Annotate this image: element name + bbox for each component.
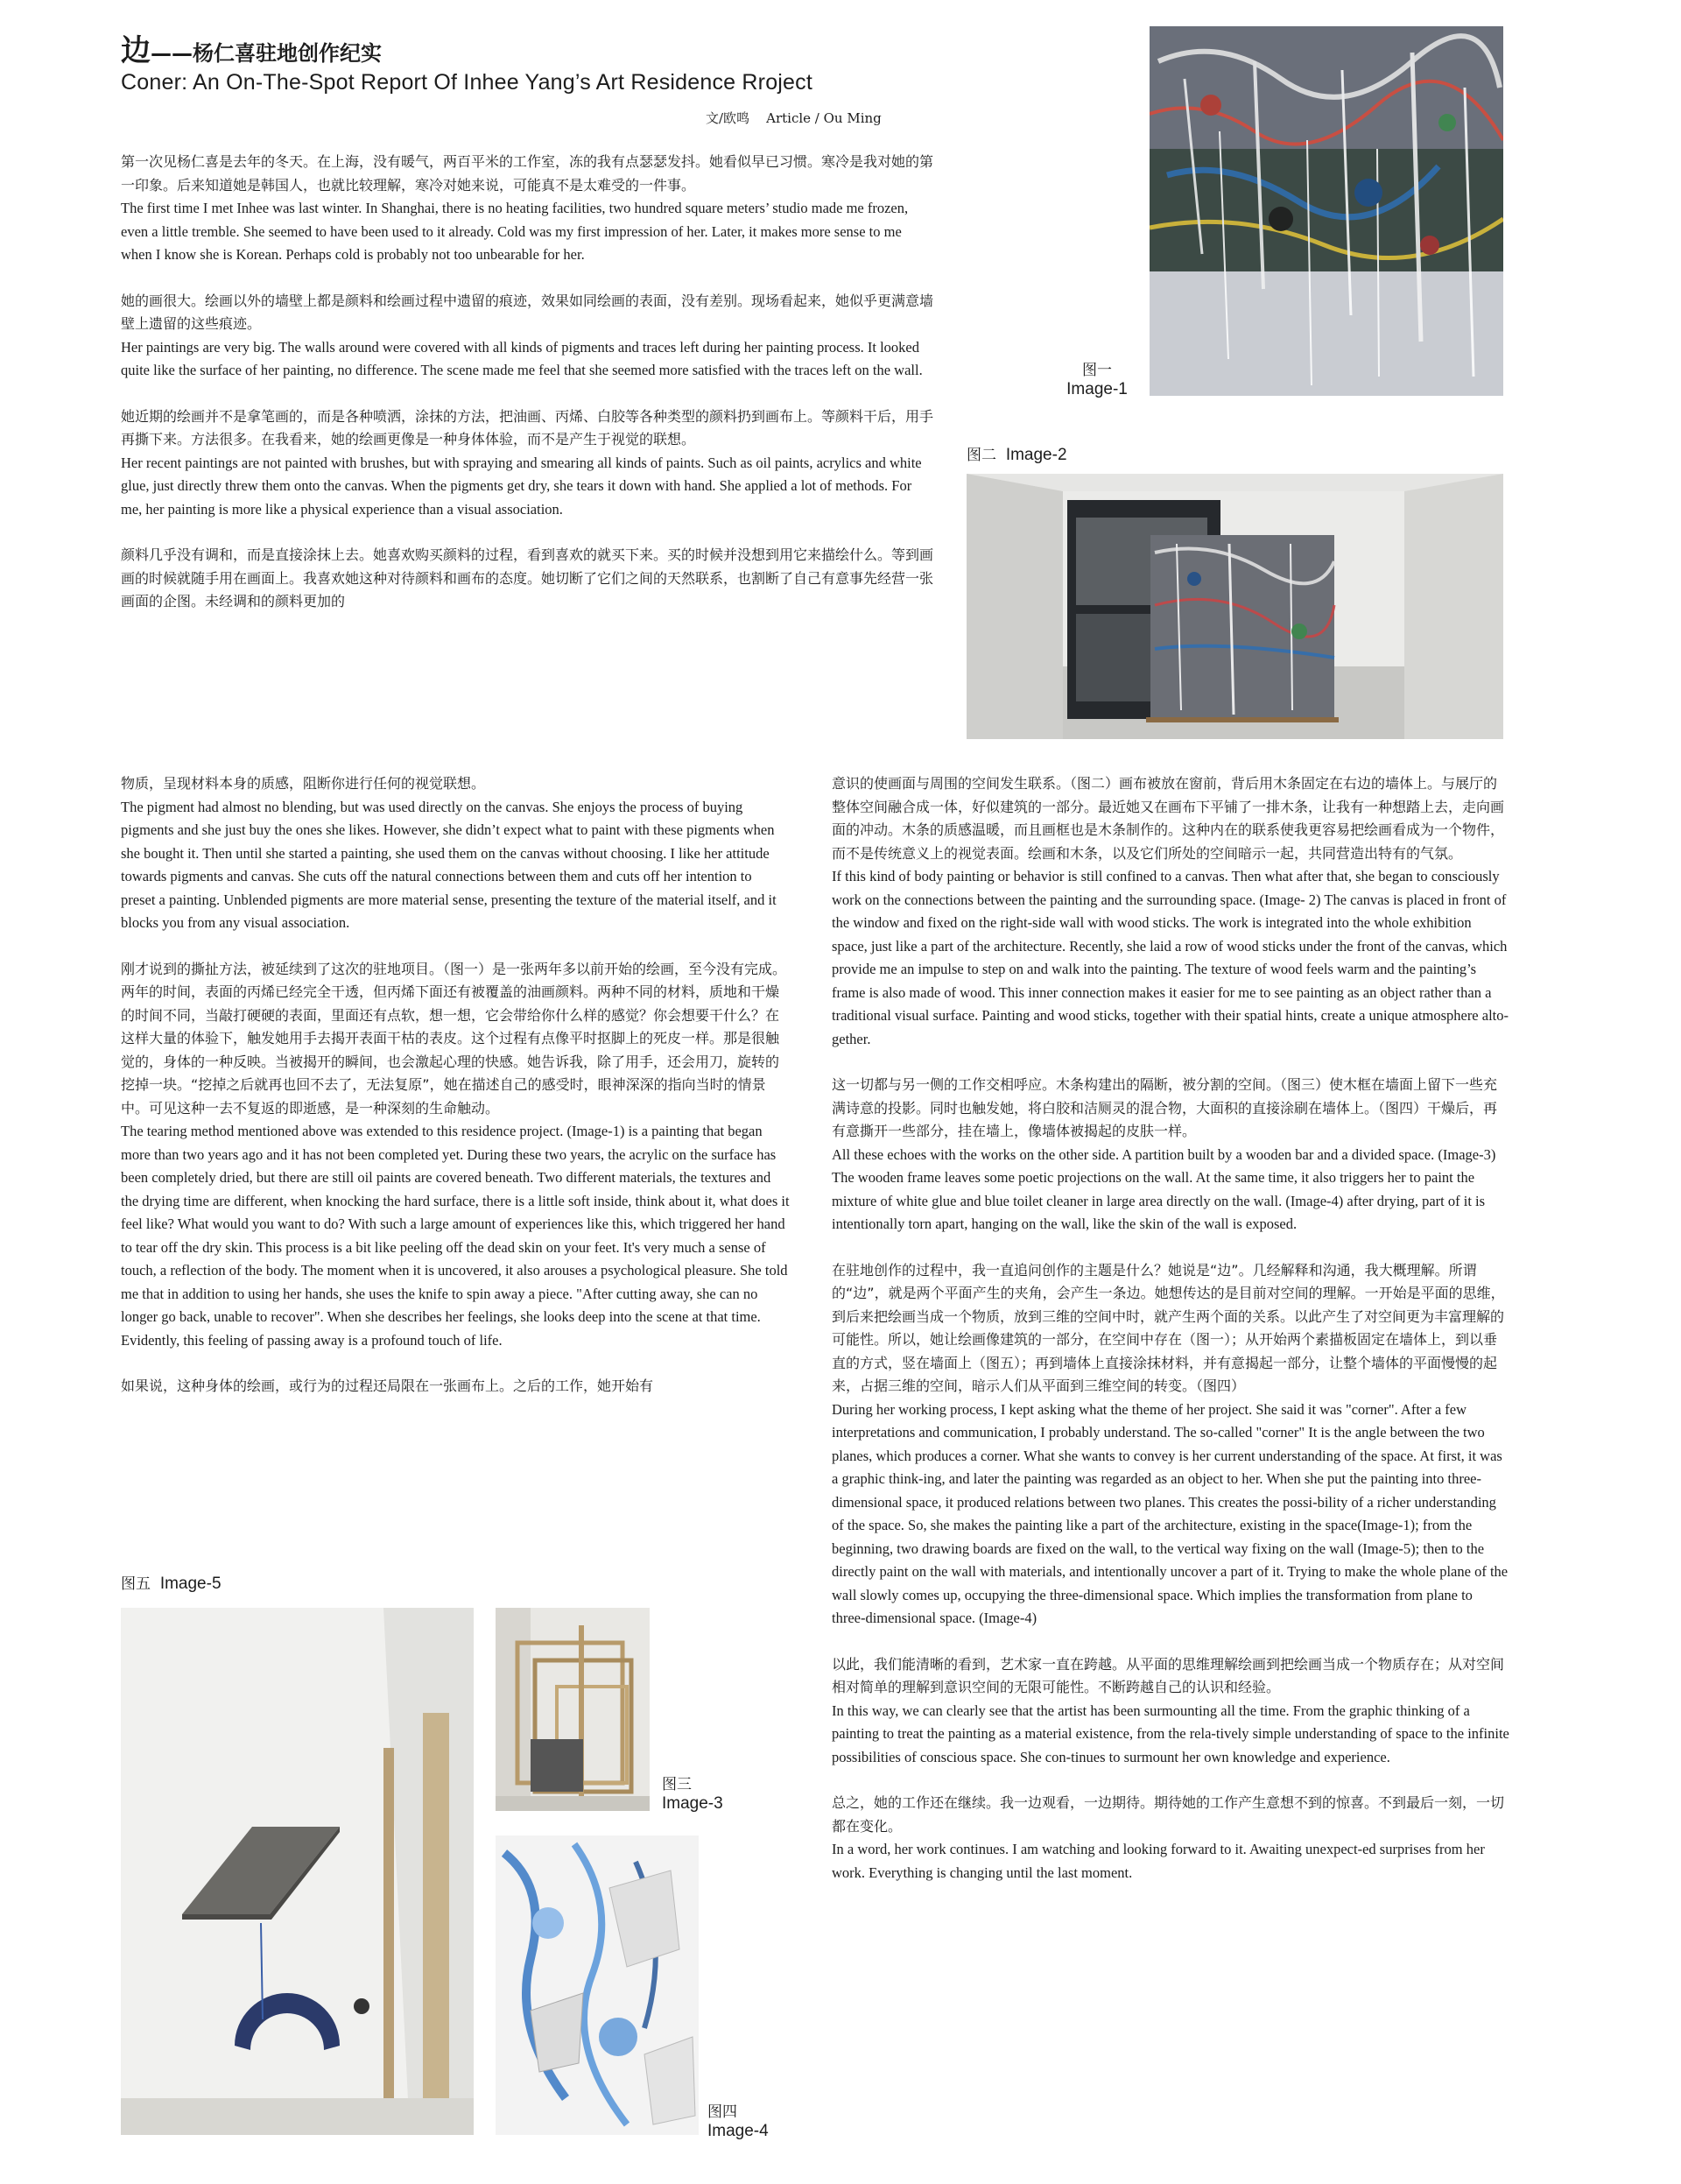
caption-en: Image-5: [159, 1575, 222, 1593]
paragraph-en: The pigment had almost no blending, but was used directly on the canvas. She enjoys the process of buying pigments and she just buy the ones she likes. However, she didn’t expect what to paint with these pigments when she bought it. Then until she started a painting, she used them on the canvas without choosing. I like her attitude towards pigments and canvas. She cuts off the natural connections between them and cuts off her intention to preset a painting. Unblended pigments are more material sense, presenting the texture of the material itself, and it blocks you from any visual association.: [121, 798, 777, 931]
title-cn-first-char: 边: [121, 33, 151, 68]
right-text-column: [832, 772, 1509, 1907]
caption-image-5: [121, 1575, 222, 1594]
paragraph: [121, 1375, 790, 1398]
image-4-torn-wall: [496, 1835, 699, 2135]
caption-cn: 图二: [967, 447, 996, 464]
abstract-painting-image: [1150, 26, 1503, 396]
paragraph: [121, 151, 935, 267]
paragraph-cn: 她近期的绘画并不是拿笔画的，而是各种喷洒，涂抹的方法，把油画、丙烯、白胶等各种类型的颜料扔到画布上。等颜料干后，用手再撕下来。方法很多。在我看来，她的绘画更像是一种身体体验，而不是产生于视觉的联想。: [121, 407, 934, 447]
wall-installation-image: [121, 1608, 474, 2135]
caption-image-4: [707, 2103, 769, 2140]
paragraph: [832, 1259, 1509, 1631]
paragraph-cn: 物质，呈现材料本身的质感，阻断你进行任何的视觉联想。: [121, 775, 486, 792]
paragraph-en: All these echoes with the works on the other side. A partition built by a wooden bar and a divided space. (Image-3) The wooden frame leaves some poetic projections on the wall. At the same time, it also triggers her to paint the mixture of white glue and blue toilet cleaner in large area directly on the wall. (Image-4) after drying, part of it is intentionally torn apart, hanging on the wall, like the skin of the wall is exposed.: [832, 1145, 1496, 1232]
caption-en: Image-2: [1005, 446, 1067, 464]
paragraph: [121, 544, 935, 614]
paragraph-cn: 意识的使画面与周围的空间发生联系。（图二）画布被放在窗前，背后用木条固定在右边的墙体上。与展厅的整体空间融合成一体，好似建筑的一部分。最近她又在画布下平铺了一排木条，让我有一种想踏上去，走向画面的冲动。木条的质感温暖，而且画框也是木条制作的。这种内在的联系使我更容易把绘画看成为一个物件，而不是传统意义上的视觉表面。绘画和木条，以及它们所处的空间暗示一起，共同营造出特有的气氛。: [832, 775, 1505, 862]
byline-cn: 文/欧鸣: [706, 110, 750, 126]
paragraph-en: Her recent paintings are not painted with brushes, but with spraying and smearing all kinds of paints. Such as oil paints, acrylics and white glue, just directly threw them onto the canvas. When the pigments get dry, she tears it down with hand. She applied a lot of methods. For me, her painting is more like a physical experience than a visual association.: [121, 454, 922, 518]
gallery-photo-image: [967, 474, 1503, 739]
paragraph-en: Her paintings are very big. The walls around were covered with all kinds of pigments and traces left during her painting process. It looked quite like the surface of her painting, no difference. The scene made me feel that she seemed more satisfied with the traces left on the wall.: [121, 338, 923, 378]
image-1-painting: [1150, 26, 1503, 396]
image-2-gallery: [967, 474, 1503, 739]
caption-image-1: [1062, 362, 1132, 398]
caption-cn: 图一: [1082, 362, 1112, 379]
byline-en: Article / Ou Ming: [766, 110, 882, 126]
paragraph-cn: 在驻地创作的过程中，我一直追问创作的主题是什么？她说是“边”。几经解释和沟通，我大概理解。所谓的“边”，就是两个平面产生的夹角，会产生一条边。她想传达的是目前对空间的理解。一开始是平面的思维，到后来把绘画当成一个物质，放到三维的空间中时，就产生两个面的关系。以此产生了对空间更为丰富理解的可能性。所以，她让绘画像建筑的一部分，在空间中存在（图一）；从开始两个素描板固定在墙体上，到以垂直的方式，竖在墙面上（图五）；再到墙体上直接涂抹材料，并有意揭起一部分，让整个墙体的平面慢慢的起来，占据三维的空间，暗示人们从平面到三维空间的转变。（图四）: [832, 1261, 1505, 1394]
paragraph-cn: 刚才说到的撕扯方法，被延续到了这次的驻地项目。（图一）是一张两年多以前开始的绘画，至今没有完成。两年的时间，表面的丙烯已经完全干透，但丙烯下面还有被覆盖的油画颜料。两种不同的材料，质地和干燥的时间不同，当敲打硬硬的表面，里面还有点软，想一想，它会带给你什么样的感觉？你会想要干什么？在这样大量的体验下，触发她用手去揭开表面干枯的表皮。这个过程有点像平时抠脚上的死皮一样。那是很触觉的，身体的一种反映。当被揭开的瞬间，也会激起心理的快感。她告诉我，除了用手，还会用刀，旋转的挖掉一块。“挖掉之后就再也回不去了，无法复原”，她在描述自己的感受时，眼神深深的指向当时的情景中。可见这种一去不复返的即逝感，是一种深刻的生命触动。: [121, 960, 787, 1117]
paragraph-cn: 她的画很大。绘画以外的墙壁上都是颜料和绘画过程中遗留的痕迹，效果如同绘画的表面，没有差别。现场看起来，她似乎更满意墙壁上遗留的这些痕迹。: [121, 292, 934, 332]
caption-cn: 图三: [662, 1776, 692, 1793]
paragraph: [832, 772, 1509, 1051]
paragraph-en: During her working process, I kept asking what the theme of her project. She said it was "corner". After a few interpretations and communication, I probably understand. The so-called "corner" It is the angle between the two planes, which produces a corner. What she wants to convey is her current understanding of the space. At first, it was a graphic think-ing, and later the painting was regarded as an object to her. When she put the painting into three-dimensional space, it produced relations between two planes. This creates the possi-bility of a richer understanding of the space. So, she makes the painting like a part of the architecture, existing in the space(Image-1); from the beginning, two drawing boards are fixed on the wall, to the vertical way fixing on the wall (Image-5); then to the directly paint on the wall with materials, and intentionally uncover a part of it. Trying to make the whole plane of the wall slowly comes up, occupying the three-dimensional space. Which implies the transformation from plane to three-dimensional space. (Image-4): [832, 1400, 1509, 1626]
top-text-column: [121, 151, 935, 637]
paragraph: [121, 772, 790, 935]
paragraph-cn: 如果说，这种身体的绘画，或行为的过程还局限在一张画布上。之后的工作，她开始有: [121, 1377, 654, 1394]
paragraph-cn: 第一次见杨仁喜是去年的冬天。在上海，没有暖气，两百平米的工作室，冻的我有点瑟瑟发抖。她看似早已习惯。寒冷是我对她的第一印象。后来知道她是韩国人，也就比较理解，寒冷对她来说，可能真不是太难受的一件事。: [121, 153, 934, 194]
caption-en: Image-3: [662, 1794, 723, 1813]
paragraph: [121, 958, 790, 1353]
caption-image-3: [662, 1776, 723, 1813]
paragraph-en: If this kind of body painting or behavior is still confined to a canvas. Then what after that, she began to consciously work on the connections between the painting and the surrounding space. (Image- 2) The canvas is placed in front of the window and fixed on the right-side wall with wood sticks. The work is integrated into the whole exhibition space, just like a part of the architecture. Recently, she laid a row of wood sticks under the front of the canvas, which provide me an impulse to step on and walk into the painting. The texture of wood feels warm and the painting’s frame is also made of wood. This inner connection makes it easier for me to see painting as an object rather than a traditional visual surface. Painting and wood sticks, together with their spatial hints, create a unique atmosphere alto-gether.: [832, 868, 1509, 1047]
torn-wall-image: [496, 1835, 699, 2135]
caption-cn: 图五: [121, 1575, 151, 1593]
paragraph: [832, 1653, 1509, 1770]
paragraph-en: The first time I met Inhee was last winter. In Shanghai, there is no heating facilities, two hundred square meters’ studio made me frozen, even a little tremble. She seemed to have been used to it already. Cold was my first impression of her. Later, it makes more sense to me when I know she is Korean. Perhaps cold is probably not too unbearable for her.: [121, 200, 909, 263]
paragraph-cn: 总之，她的工作还在继续。我一边观看，一边期待。期待她的工作产生意想不到的惊喜。不到最后一刻，一切都在变化。: [832, 1794, 1505, 1835]
paragraph: [121, 290, 935, 383]
byline: [706, 109, 882, 127]
paragraph-en: The tearing method mentioned above was extended to this residence project. (Image-1) is a painting that began more than two years ago and it has not been completed yet. During these two years, the acrylic on the surface has been completely dried, but there are still oil paints are covered beneath. Two different materials, the textures and the drying time are different, when knocking the hard surface, there is a little soft inside, think about it, what does it feel like? What would you want to do? With such a large amount of experiences like this, which triggered her hand to tear off the dry skin. This process is a bit like peeling off the dead skin on your feet. It's very much a sense of touch, a reflection of the body. The moment when it is uncovered, it also arouses a psychological pleasure. She told me that in addition to using her hands, she uses the knife to spin away a piece. "After cutting away, she can no longer go back, unable to recover". When she describes her feelings, she looks deep into the scene at that time. Evidently, this feeling of passing away is a profound touch of life.: [121, 1123, 790, 1349]
paragraph-en: In this way, we can clearly see that the artist has been surmounting all the time. From the graphic thinking of a painting to treat the painting as a material existence, from the rela-tively simple understanding of space to the infinite possibilities of conscious space. She con-tinues to surmount her own knowledge and experience.: [832, 1701, 1509, 1765]
title-cn-rest: ——杨仁喜驻地创作纪实: [151, 41, 382, 66]
caption-cn: 图四: [707, 2103, 737, 2121]
wooden-frames-image: [496, 1608, 650, 1811]
paragraph-cn: 颜料几乎没有调和，而是直接涂抹上去。她喜欢购买颜料的过程，看到喜欢的就买下来。买的时候并没想到用它来描绘什么。等到画画的时候就随手用在画面上。我喜欢她这种对待颜料和画布的态度。她切断了它们之间的天然联系，也割断了自己有意事先经营一张画面的企图。未经调和的颜料更加的: [121, 546, 934, 609]
image-5-wall-boards: [121, 1608, 474, 2135]
caption-en: Image-1: [1066, 380, 1128, 398]
caption-en: Image-4: [707, 2122, 769, 2140]
paragraph-cn: 这一切都与另一侧的工作交相呼应。木条构建出的隔断，被分割的空间。（图三）使木框在墙面上留下一些充满诗意的投影。同时也触发她，将白胶和洁厕灵的混合物，大面积的直接涂刷在墙体上。（图四）干燥后，再有意撕开一些部分，挂在墙上，像墙体被揭起的皮肤一样。: [832, 1076, 1498, 1139]
left-text-column: [121, 772, 790, 1421]
caption-image-2: [967, 446, 1067, 465]
title-chinese: [121, 26, 382, 69]
image-3-wooden-frames: [496, 1608, 650, 1811]
paragraph-cn: 以此，我们能清晰的看到，艺术家一直在跨越。从平面的思维理解绘画到把绘画当成一个物质存在；从对空间相对简单的理解到意识空间的无限可能性。不断跨越自己的认识和经验。: [832, 1655, 1505, 1695]
paragraph: [832, 1792, 1509, 1885]
paragraph: [121, 405, 935, 522]
paragraph: [832, 1074, 1509, 1236]
title-english: Coner: An On-The-Spot Report Of Inhee Yang’s Art Residence Rroject: [121, 70, 813, 95]
paragraph-en: In a word, her work continues. I am watching and looking forward to it. Awaiting unexpect-ed surprises from her work. Everything is changing until the last moment.: [832, 1841, 1485, 1881]
